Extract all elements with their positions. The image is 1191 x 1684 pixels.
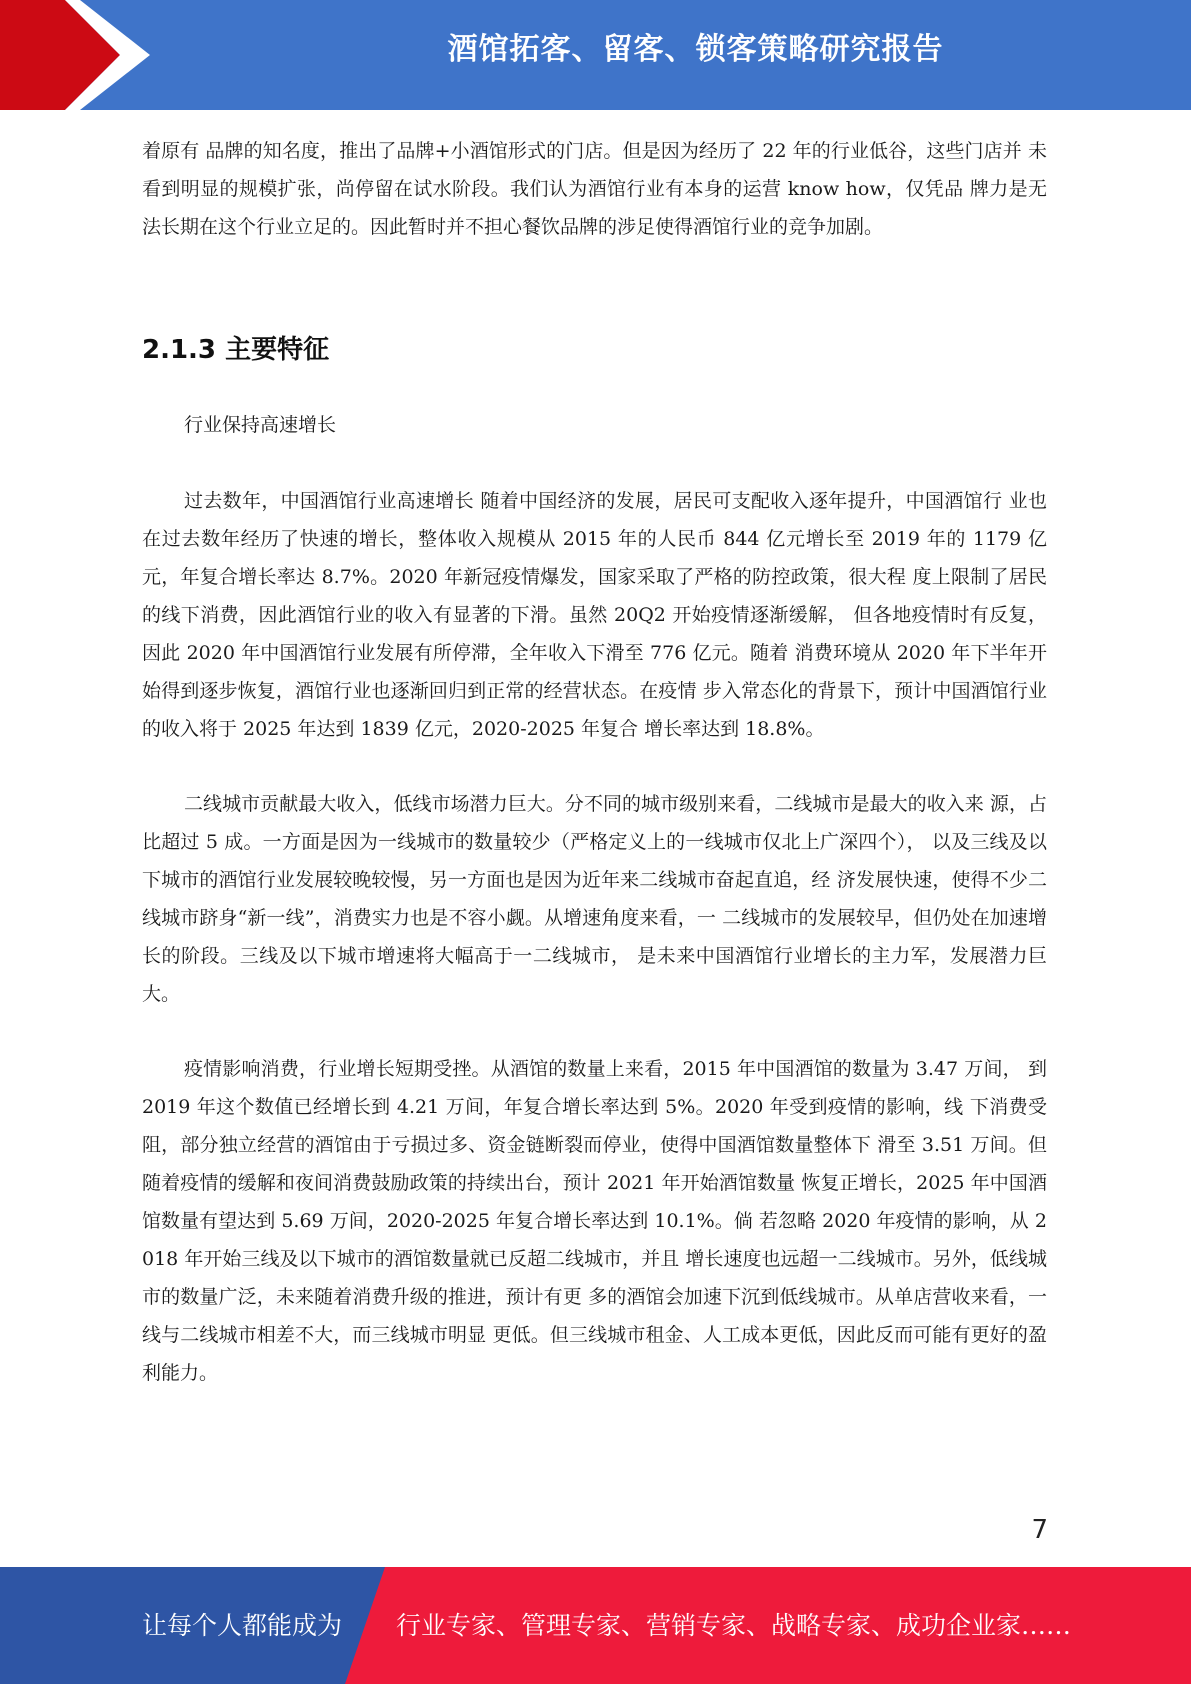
paragraph-growth: 过去数年，中国酒馆行业高速增长 随着中国经济的发展，居民可支配收入逐年提升，中国酒馆行 业也在过去数年经历了快速的增长，整体收入规模从 2015 年的人民币 844 亿元增长至 2019 年的 1179 亿元，年复合增长率达 8.7%。2020 年新冠疫情爆发，国家采取了严格的防控政策，很大程 度上限制了居民的线下消费，因此酒馆行业的收入有显著的下滑。虽然 20Q2 开始疫情逐渐缓解， 但各地疫情时有反复，因此 2020 年中国酒馆行业发展有所停滞，全年收入下滑至 776 亿元。随着 消费环境从 2020 年下半年开始得到逐步恢复，酒馆行业也逐渐回归到正常的经营状态。在疫情 步入常态化的背景下，预计中国酒馆行业的收入将于 2025 年达到 1839 亿元，2020-2025 年复合 增长率达到 18.8%。 [142,490,1047,740]
subheading: 行业保持高速增长 [184,414,337,436]
page-footer [0,1567,1191,1684]
intro-paragraph: 着原有 品牌的知名度，推出了品牌+小酒馆形式的门店。但是因为经历了 22 年的行业低谷，这些门店并 未看到明显的规模扩张，尚停留在试水阶段。我们认为酒馆行业有本身的运营 know how，仅凭品 牌力是无法长期在这个行业立足的。因此暂时并不担心餐饮品牌的涉足使得酒馆行业的竞争加剧。 [142,140,1047,238]
page-number: 7 [1031,1515,1048,1545]
page-header [0,0,1191,110]
paragraph-pandemic-impact: 疫情影响消费，行业增长短期受挫。从酒馆的数量上来看，2015 年中国酒馆的数量为 3.47 万间， 到 2019 年这个数值已经增长到 4.21 万间，年复合增长率达到 5%。2020 年受到疫情的影响，线 下消费受阻，部分独立经营的酒馆由于亏损过多、资金链断裂而停业，使得中国酒馆数量整体下 滑至 3.51 万间。但随着疫情的缓解和夜间消费鼓励政策的持续出台，预计 2021 年开始酒馆数量 恢复正增长，2025 年中国酒馆数量有望达到 5.69 万间，2020-2025 年复合增长率达到 10.1%。倘 若忽略 2020 年疫情的影响，从 2018 年开始三线及以下城市的酒馆数量就已反超二线城市，并且 增长速度也远超一二线城市。另外，低线城市的数量广泛，未来随着消费升级的推进，预计有更 多的酒馆会加速下沉到低线城市。从单店营收来看，一线与二线城市相差不大，而三线城市明显 更低。但三线城市租金、人工成本更低，因此反而可能有更好的盈利能力。 [142,1058,1047,1384]
header-arrow-decoration [0,0,160,110]
page-content [142,132,1047,1392]
footer-slogan-left: 让每个人都能成为 [142,1611,343,1640]
paragraph-second-tier-cities: 二线城市贡献最大收入，低线市场潜力巨大。分不同的城市级别来看，二线城市是最大的收入来 源，占比超过 5 成。一方面是因为一线城市的数量较少（严格定义上的一线城市仅北上广深四个）， 以及三线及以下城市的酒馆行业发展较晚较慢，另一方面也是因为近年来二线城市奋起直追，经 济发展快速，使得不少二线城市跻身“新一线”，消费实力也是不容小觑。从增速角度来看，一 二线城市的发展较早，但仍处在加速增长的阶段。三线及以下城市增速将大幅高于一二线城市， 是未来中国酒馆行业增长的主力军，发展潜力巨大。 [142,793,1047,1005]
section-heading: 2.1.3 主要特征 [142,335,330,365]
footer-slogan-right: 行业专家、管理专家、营销专家、战略专家、成功企业家…… [396,1611,1072,1640]
report-title: 酒馆拓客、留客、锁客策略研究报告 [447,32,944,67]
